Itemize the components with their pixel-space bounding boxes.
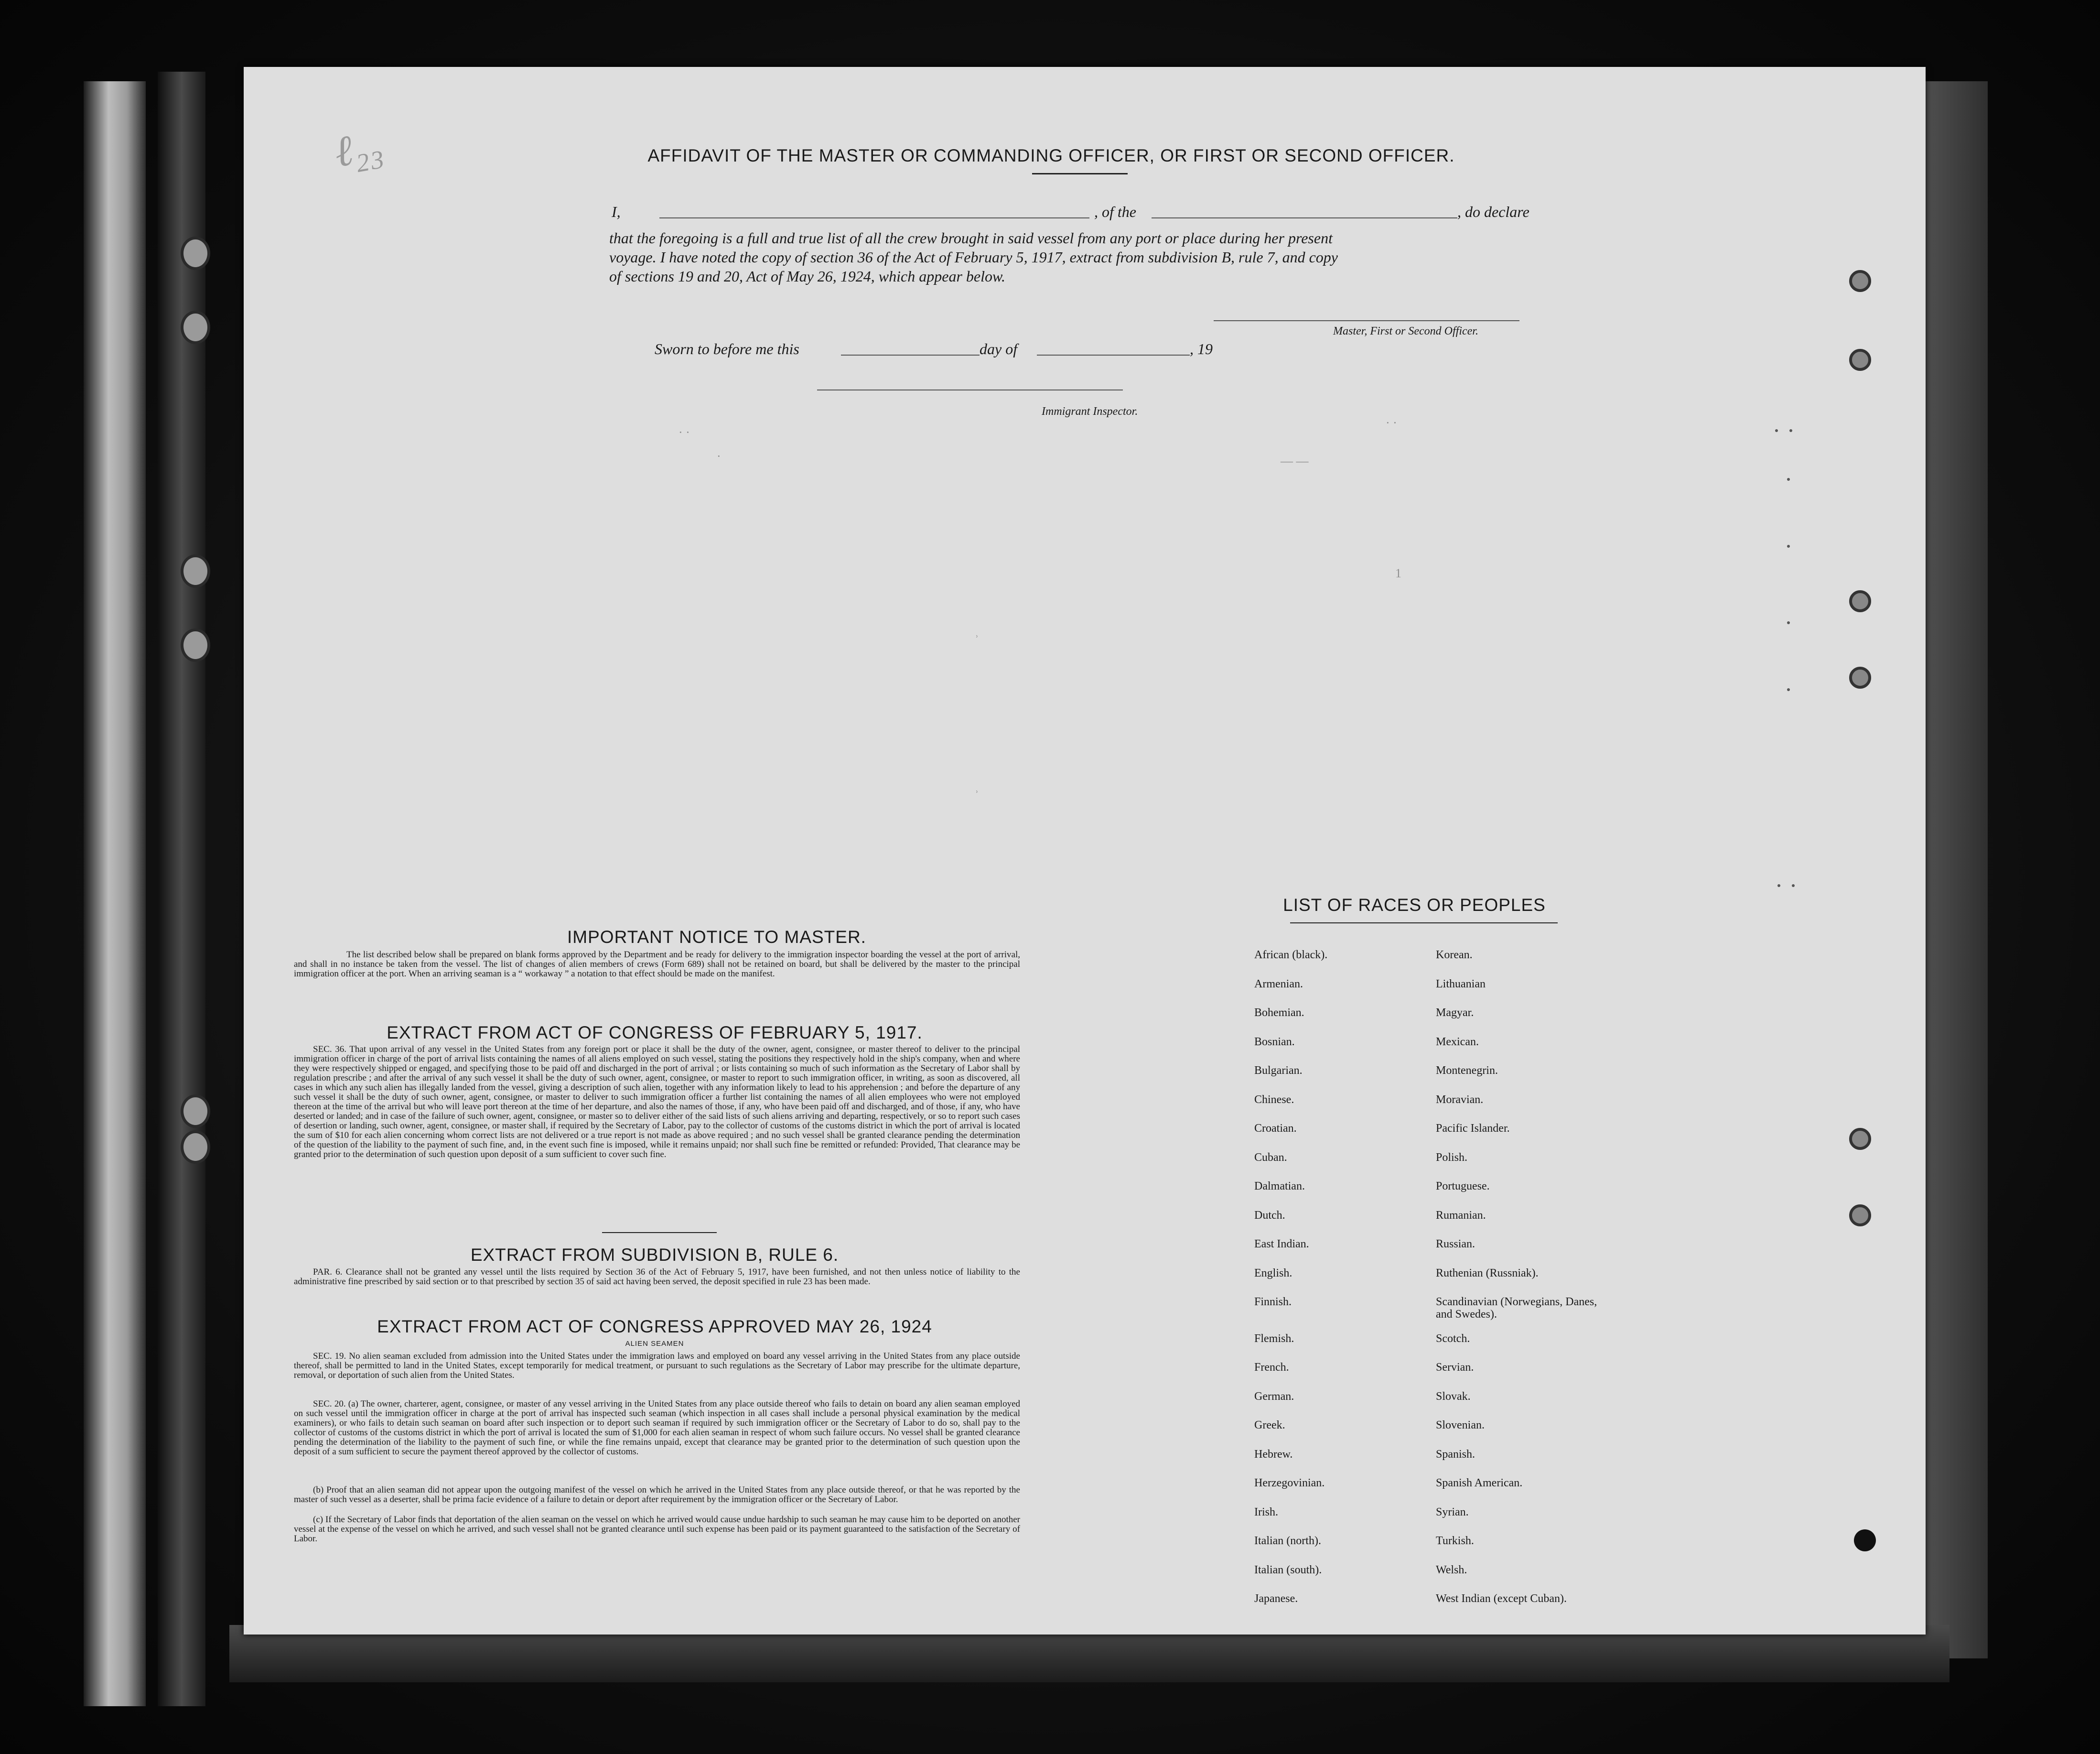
sworn-year: , 19 bbox=[1190, 340, 1213, 357]
bleed-through: · bbox=[717, 449, 721, 463]
race-item: Magyar. bbox=[1436, 1007, 1474, 1019]
race-item: Servian. bbox=[1436, 1361, 1474, 1374]
race-item: Greek. bbox=[1254, 1419, 1285, 1431]
affidavit-title: AFFIDAVIT OF THE MASTER OR COMMANDING OFFICER, OR FIRST OR SECOND OFFICER. bbox=[647, 146, 1455, 165]
race-item: Japanese. bbox=[1254, 1592, 1298, 1605]
bleed-through: 1 bbox=[1395, 566, 1401, 580]
affidavit-declare: , do declare bbox=[1457, 203, 1529, 220]
bleed-through: — — bbox=[1281, 454, 1309, 468]
affidavit-i: I, bbox=[612, 203, 621, 220]
race-item: Turkish. bbox=[1436, 1535, 1474, 1547]
master-caption: Master, First or Second Officer. bbox=[1333, 325, 1478, 337]
notice-title: IMPORTANT NOTICE TO MASTER. bbox=[567, 927, 866, 947]
race-item: Spanish. bbox=[1436, 1448, 1475, 1461]
affidavit-of-the: , of the bbox=[1094, 203, 1136, 220]
speck bbox=[1787, 478, 1790, 481]
races-rule bbox=[1290, 922, 1558, 923]
underlying-sheet-edge bbox=[84, 81, 146, 1706]
race-item: Scandinavian (Norwegians, Danes, and Swedes). bbox=[1436, 1296, 1597, 1321]
race-item: African (black). bbox=[1254, 949, 1328, 961]
inspector-caption: Immigrant Inspector. bbox=[1042, 405, 1138, 418]
section-rule bbox=[602, 1232, 717, 1233]
race-item: Bohemian. bbox=[1254, 1007, 1304, 1019]
name-blank bbox=[659, 217, 1089, 218]
race-item: Korean. bbox=[1436, 949, 1473, 961]
notice-body: The list described below shall be prepared on blank forms approved by the Department and be ready for delivery to the immigration inspector boarding the vessel at the port of arrival, and shall in no instance be taken from the vessel. The list of changes of alien members of crews (Form 689) shall not be retained on board, but shall be delivered by the master to the principal immigration officer at the port. When an arriving seaman is a “ workaway ” a notation to that effect should be made on the manifest. bbox=[294, 950, 1020, 979]
sec-19: SEC. 19. No alien seaman excluded from admission into the United States under the immigration laws and employed on board any vessel arriving in the United States from any place outside thereof, shall be permitted to land in the United States, except temporarily for medical treatment, or pursuant to such regulations as the Secretary of Labor may prescribe for the ultimate departure, removal, or deportation of such alien from the United States. bbox=[294, 1351, 1020, 1380]
race-item: Rumanian. bbox=[1436, 1209, 1486, 1222]
race-item: Slovenian. bbox=[1436, 1419, 1485, 1431]
sec-20-a: SEC. 20. (a) The owner, charterer, agent, consignee, or master of any vessel arriving in the United States from any place outside thereof who fails to detain on board any alien seaman employed on such vessel until the immigration officer in charge at the port of arrival has inspected such seaman (which inspection in all cases shall include a personal physical examination by the medical examiners), or who fails to detain such seaman on board after such inspection or to deport such seaman if required by such immigration officer or the Secretary of Labor to do so, shall pay to the collector of customs of the customs district in which the port of arrival is located the sum of $1,000 for each alien seaman in respect of whom such failure occurs. No vessel shall be granted clearance pending the determination of the liability to the payment of such fine, or while the fine remains unpaid, except that clearance may be granted prior to the determination of such question upon the deposit of a sum sufficient to secure the payment thereof approved by the collector of customs. bbox=[294, 1399, 1020, 1457]
binder-hole bbox=[181, 1130, 210, 1164]
race-item: Spanish American. bbox=[1436, 1477, 1523, 1489]
race-item: English. bbox=[1254, 1267, 1292, 1279]
race-item: Bulgarian. bbox=[1254, 1064, 1303, 1077]
binder-hole bbox=[181, 237, 210, 270]
affidavit-line-4: of sections 19 and 20, Act of May 26, 1924, which appear below. bbox=[609, 268, 1005, 285]
race-item: Irish. bbox=[1254, 1505, 1278, 1518]
race-item: Armenian. bbox=[1254, 977, 1303, 990]
race-item: Montenegrin. bbox=[1436, 1064, 1498, 1077]
race-item: Flemish. bbox=[1254, 1332, 1294, 1345]
race-item: Dutch. bbox=[1254, 1209, 1285, 1222]
race-item: East Indian. bbox=[1254, 1238, 1309, 1250]
binder-hole bbox=[181, 628, 210, 662]
race-item: Russian. bbox=[1436, 1238, 1475, 1250]
speck bbox=[1787, 545, 1790, 548]
bleed-through: ʾ bbox=[975, 633, 979, 647]
race-item: Chinese. bbox=[1254, 1093, 1294, 1106]
punch-hole bbox=[1849, 667, 1871, 689]
race-item: Slovak. bbox=[1436, 1390, 1471, 1403]
punch-hole bbox=[1849, 1128, 1871, 1150]
extract-rule6-body: PAR. 6. Clearance shall not be granted any vessel until the lists required by Section 36 of the Act of February 5, 1917, have been furnished, and not then unless notice of liability to the administrative fine prescribed by said section or to that prescribed by section 35 of said act having been served, the deposit specified in rule 23 has been made. bbox=[294, 1267, 1020, 1287]
race-item: Moravian. bbox=[1436, 1093, 1484, 1106]
extract-1917-body: SEC. 36. That upon arrival of any vessel in the United States from any foreign port or place it shall be the duty of the owner, agent, consignee, or master thereof to deliver to the principal immigration officer in charge of the port of arrival lists containing the names of all aliens employed on such vessel, stating the positions they respectively hold in the ship's company, when and where they were respectively shipped or engaged, and specifying those to be paid off and discharged in the port of arrival ; or lists containing so much of such information as the Secretary of Labor shall by regulation prescribe ; and after the arrival of any such vessel it shall be the duty of such owner, agent, consignee, or master to report to such immigration officer, in writing, as soon as discovered, all cases in which any such alien has illegally landed from the vessel, giving a description of such alien, together with any information likely to lead to his apprehension ; and before the departure of any such vessel it shall be the duty of such owner, agent, consignee, or master to deliver to such immigration officer a further list containing the names of all alien employees who were not employed thereon at the time of the arrival but who will leave port thereon at the time of her departure, and also the names of those, if any, who have been paid off and discharged, and of those, if any, who have deserted or landed; and in case of the failure of such owner, agent, consignee, or master so to deliver either of the said lists of such aliens arriving and departing, respectively, or so to report such cases of desertion or landing, such owner, agent, consignee, or master shall, if required by the Secretary of Labor, pay to the collector of customs of the customs district in which the port of arrival is located the sum of $10 for each alien concerning whom correct lists are not delivered or a true report is not made as above required ; and no such vessel shall be granted clearance pending the determination of the question of the liability to the payment of such fine, and, in the event such fine is imposed, while it remains unpaid; nor shall such fine be remitted or refunded: Provided, That clearance may be granted prior to the determination of such question upon deposit of a sum sufficient to cover such fine. bbox=[294, 1044, 1020, 1159]
race-item: Italian (north). bbox=[1254, 1535, 1321, 1547]
race-item: Pacific Islander. bbox=[1436, 1122, 1510, 1135]
punch-hole bbox=[1854, 1529, 1876, 1551]
sworn-month-blank bbox=[1037, 355, 1190, 356]
sec-20-c: (c) If the Secretary of Labor finds that deportation of the alien seaman on the vessel on which he arrived would cause undue hardship to such seaman he may cause him to be deported on another vessel at the expense of the vessel on which he arrived, and such vessel shall not be granted clearance until such expense has been paid or its payment guaranteed to the satisfaction of the Secretary of Labor. bbox=[294, 1515, 1020, 1544]
race-item: Bosnian. bbox=[1254, 1035, 1295, 1048]
handwritten-mark: ℓ₂₃ bbox=[331, 121, 386, 176]
punch-hole bbox=[1849, 590, 1871, 612]
speck bbox=[1787, 688, 1790, 691]
speck bbox=[1789, 429, 1792, 432]
race-item: Mexican. bbox=[1436, 1035, 1479, 1048]
race-item: Hebrew. bbox=[1254, 1448, 1293, 1461]
binder-hole bbox=[181, 311, 210, 344]
bleed-through: ʾ bbox=[975, 789, 979, 802]
race-item: Polish. bbox=[1436, 1151, 1468, 1164]
sworn-prefix: Sworn to before me this bbox=[655, 340, 799, 357]
affidavit-line-2: that the foregoing is a full and true list of all the crew brought in said vessel from any port or place during her present bbox=[609, 229, 1333, 247]
race-item: West Indian (except Cuban). bbox=[1436, 1592, 1567, 1605]
race-item: Scotch. bbox=[1436, 1332, 1470, 1345]
speck bbox=[1787, 621, 1790, 624]
race-item: Portuguese. bbox=[1436, 1180, 1490, 1192]
extract-1924-title: EXTRACT FROM ACT OF CONGRESS APPROVED MAY 26, 1924 bbox=[377, 1317, 932, 1336]
race-item: Herzegovinian. bbox=[1254, 1477, 1325, 1489]
punch-hole bbox=[1849, 270, 1871, 292]
race-item: French. bbox=[1254, 1361, 1289, 1374]
speck bbox=[1777, 884, 1780, 887]
race-item: Welsh. bbox=[1436, 1563, 1467, 1576]
extract-1924-subtitle: ALIEN SEAMEN bbox=[625, 1340, 684, 1348]
race-item: Syrian. bbox=[1436, 1505, 1469, 1518]
race-item: Croatian. bbox=[1254, 1122, 1297, 1135]
race-item: Ruthenian (Russniak). bbox=[1436, 1267, 1539, 1279]
extract-rule6-title: EXTRACT FROM SUBDIVISION B, RULE 6. bbox=[470, 1245, 839, 1265]
race-item: Italian (south). bbox=[1254, 1563, 1322, 1576]
vessel-blank bbox=[1152, 217, 1457, 218]
punch-hole bbox=[1849, 1204, 1871, 1226]
race-item: Lithuanian bbox=[1436, 977, 1486, 990]
sworn-day-blank bbox=[841, 355, 980, 356]
race-item: German. bbox=[1254, 1390, 1294, 1403]
race-item: Finnish. bbox=[1254, 1296, 1292, 1308]
sworn-day-of: day of bbox=[980, 340, 1018, 357]
binder-hole bbox=[181, 1094, 210, 1128]
extract-1917-title: EXTRACT FROM ACT OF CONGRESS OF FEBRUARY 5, 1917. bbox=[387, 1023, 923, 1042]
sec-20-b: (b) Proof that an alien seaman did not appear upon the outgoing manifest of the vessel on which he arrived in the United States from any place outside thereof, or that he was reported by the master of such vessel as a deserter, shall be prima facie evidence of a failure to detain or deport after requirement by the immigration officer or the Secretary of Labor. bbox=[294, 1485, 1020, 1505]
affidavit-line-3: voyage. I have noted the copy of section 36 of the Act of February 5, 1917, extract from subdivision B, rule 7, and copy bbox=[609, 249, 1338, 266]
punch-hole bbox=[1849, 349, 1871, 371]
race-item: Dalmatian. bbox=[1254, 1180, 1305, 1192]
races-title: LIST OF RACES OR PEOPLES bbox=[1283, 895, 1546, 915]
binder-hole bbox=[181, 554, 210, 588]
master-signature-line bbox=[1214, 320, 1519, 321]
race-item: Cuban. bbox=[1254, 1151, 1287, 1164]
speck bbox=[1775, 429, 1778, 432]
bleed-through: · · bbox=[678, 425, 690, 439]
speck bbox=[1792, 884, 1795, 887]
title-rule bbox=[1032, 173, 1128, 174]
bleed-through: · · bbox=[1386, 416, 1397, 430]
